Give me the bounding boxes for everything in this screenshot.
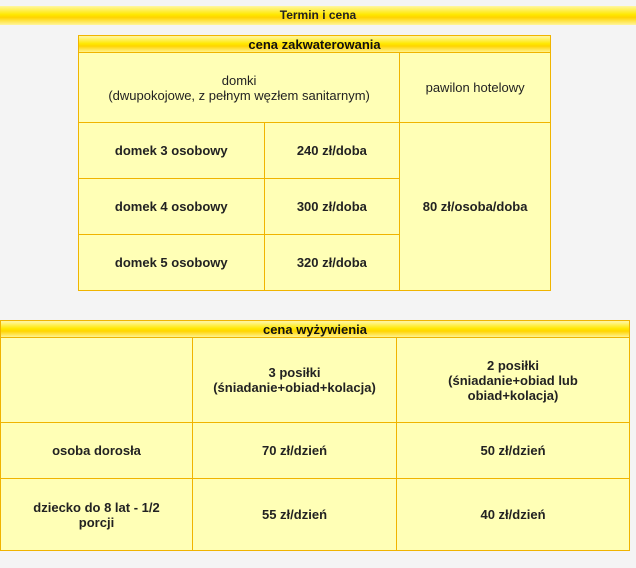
room-label: domek 3 osobowy [79,123,265,179]
meal-2-header [397,338,630,423]
meal-title-text: cena wyżywienia [262,321,368,337]
meal-2-line1: 2 posiłki [486,357,540,373]
domki-header-line2: (dwupokojowe, z pełnym węzłem sanitarnym) [108,87,370,103]
pavilion-header-text: pawilon hotelowy [425,80,525,95]
meal-3-price: 70 zł/dzień [193,423,397,479]
domki-header-line1: domki [221,72,257,88]
accommodation-title-text: cena zakwaterowania [248,36,381,52]
meal-row-label: osoba dorosła [1,423,193,479]
child-label-line2: porcji [78,514,115,530]
meal-2-line3: obiad+kolacja) [467,387,559,403]
meal-price-table [0,320,630,551]
meal-empty-header [1,338,193,423]
section-title: Termin i cena [279,8,357,22]
meal-2-price: 50 zł/dzień [397,423,630,479]
meal-3-header [193,338,397,423]
meal-2-line2: (śniadanie+obiad lub [448,372,578,388]
room-label: domek 4 osobowy [79,179,265,235]
table-row [1,479,630,551]
accommodation-table-title [79,36,551,53]
table-row [79,123,551,179]
room-price: 240 zł/doba [264,123,400,179]
meal-table-title [1,321,630,338]
room-price: 320 zł/doba [264,235,400,291]
pavilion-price: 80 zł/osoba/doba [400,123,551,291]
meal-row-label [1,479,193,551]
meal-3-line2: (śniadanie+obiad+kolacja) [213,380,376,395]
meal-3-line1: 3 posiłki [268,365,321,380]
room-label: domek 5 osobowy [79,235,265,291]
pavilion-header [400,53,551,123]
meal-3-price: 55 zł/dzień [193,479,397,551]
domki-header [79,53,400,123]
meal-2-price: 40 zł/dzień [397,479,630,551]
section-title-bar [0,6,636,25]
table-row [1,423,630,479]
child-label-line1: dziecko do 8 lat - 1/2 [33,499,160,515]
accommodation-price-table [78,35,551,291]
room-price: 300 zł/doba [264,179,400,235]
